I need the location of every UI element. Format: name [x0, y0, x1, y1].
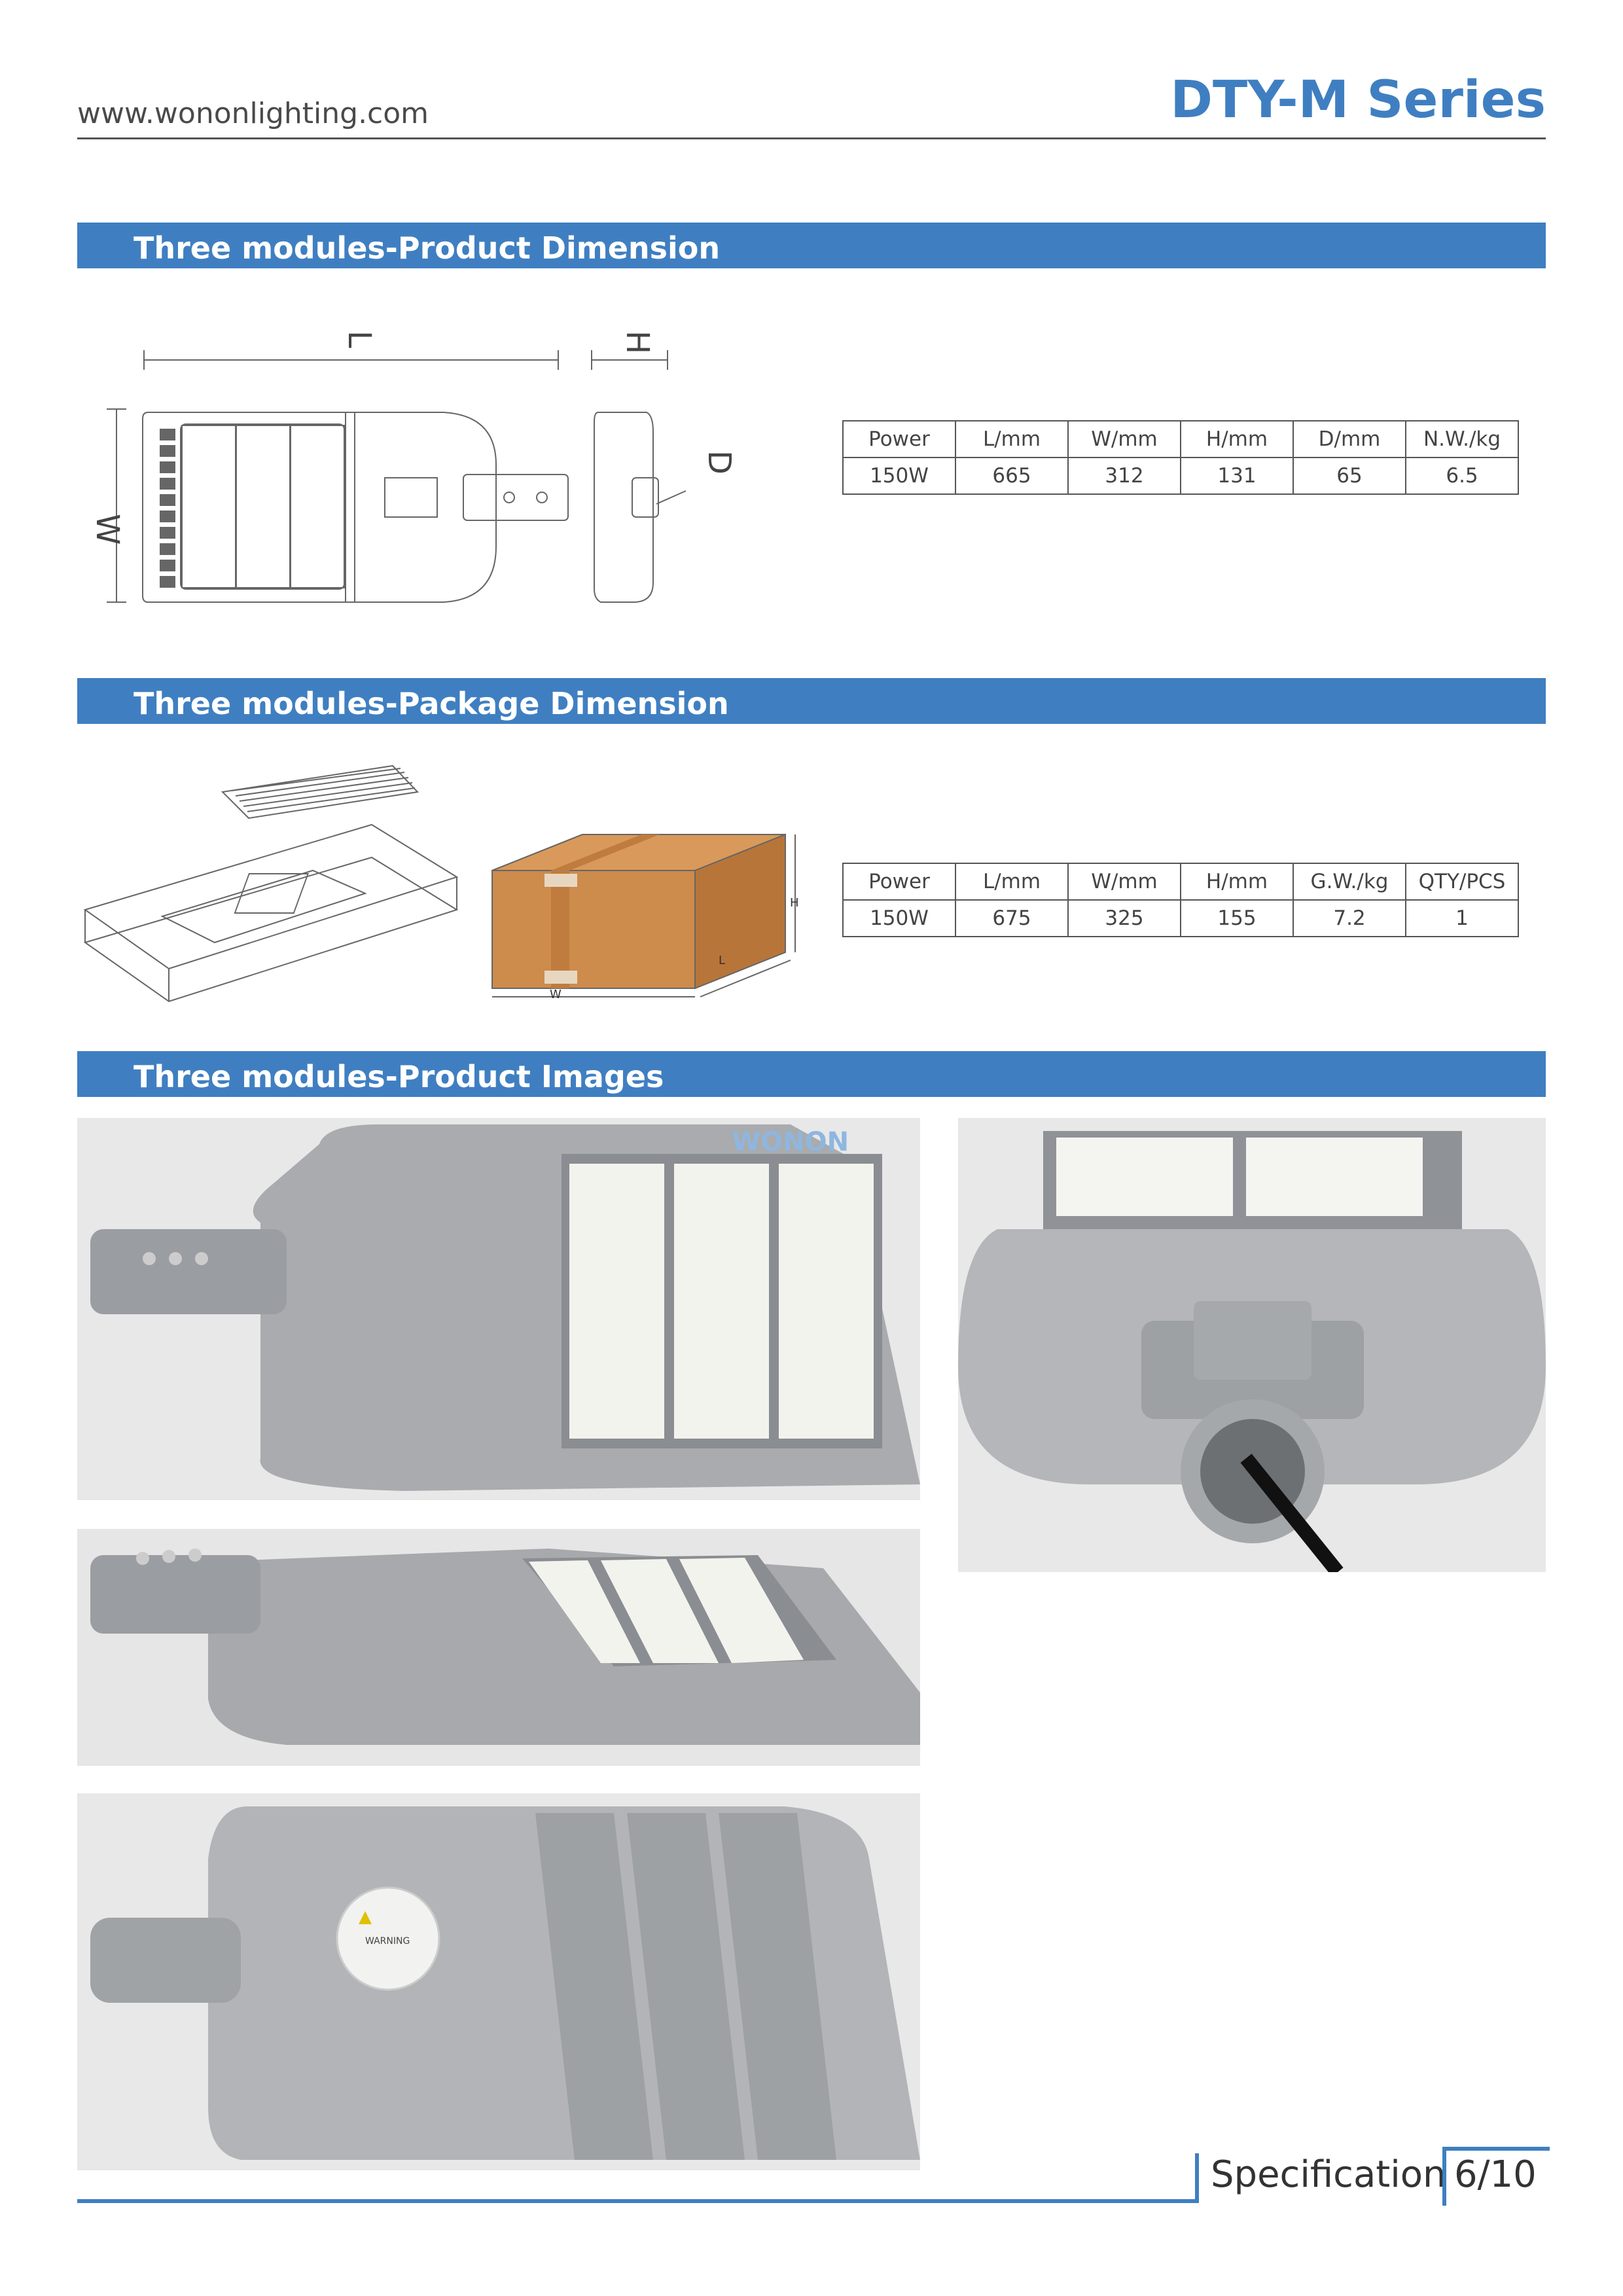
table-header-cell: L/mm: [955, 863, 1068, 900]
table-header-cell: G.W./kg: [1293, 863, 1406, 900]
carton-label-w: W: [550, 988, 562, 1001]
table-cell: 665: [955, 457, 1068, 494]
footer-divider: [1195, 2153, 1199, 2203]
dimension-label-d: D: [701, 450, 738, 475]
table-header-cell: L/mm: [955, 421, 1068, 457]
dimension-label-w: W: [89, 514, 126, 545]
section-title: Three modules-Package Dimension: [134, 686, 729, 721]
section-package-dimension: [77, 678, 1546, 724]
table-row: [843, 900, 1518, 937]
table-cell: 65: [1293, 457, 1406, 494]
table-header-cell: Power: [843, 863, 955, 900]
carton-label-h: H: [790, 896, 799, 910]
table-header-cell: H/mm: [1181, 421, 1293, 457]
section-title: Three modules-Product Dimension: [134, 230, 721, 266]
product-photo-side: [77, 1529, 920, 1766]
carton-box-drawing: [484, 821, 812, 1005]
table-header-cell: Power: [843, 421, 955, 457]
table-header-cell: W/mm: [1068, 421, 1181, 457]
table-cell: 6.5: [1406, 457, 1518, 494]
product-photo-mount: [958, 1118, 1546, 1572]
product-dimension-drawing: [77, 301, 771, 628]
series-title: DTY-M Series: [1170, 71, 1546, 130]
table-cell: 7.2: [1293, 900, 1406, 937]
table-header-row: [843, 421, 1518, 457]
section-product-images: [77, 1051, 1546, 1097]
header-divider: [77, 137, 1546, 139]
table-cell: 1: [1406, 900, 1518, 937]
section-product-dimension: [77, 223, 1546, 268]
table-header-cell: N.W./kg: [1406, 421, 1518, 457]
table-cell: 131: [1181, 457, 1293, 494]
dimension-label-l: L: [341, 331, 378, 348]
product-spec-table: [842, 420, 1519, 495]
carton-label-l: L: [719, 954, 726, 967]
table-cell: 325: [1068, 900, 1181, 937]
table-header-cell: D/mm: [1293, 421, 1406, 457]
table-header-cell: W/mm: [1068, 863, 1181, 900]
table-header-cell: QTY/PCS: [1406, 863, 1518, 900]
footer-rule: [77, 2199, 1198, 2203]
table-cell: 150W: [843, 900, 955, 937]
section-title: Three modules-Product Images: [134, 1059, 664, 1094]
warning-label-text: WARNING: [365, 1936, 410, 1946]
table-row: [843, 457, 1518, 494]
product-photo-bottom: [77, 1793, 920, 2170]
package-spec-table: [842, 863, 1519, 937]
page-number: 6/10: [1454, 2153, 1537, 2196]
dimension-label-h: H: [619, 331, 656, 355]
table-cell: 675: [955, 900, 1068, 937]
website-url: www.wononlighting.com: [77, 97, 429, 130]
table-cell: 312: [1068, 457, 1181, 494]
package-exploded-drawing: [77, 753, 470, 1014]
table-cell: 155: [1181, 900, 1293, 937]
product-photo-top: [77, 1118, 920, 1500]
table-cell: 150W: [843, 457, 955, 494]
photo-watermark: WONON: [732, 1127, 849, 1157]
table-header-row: [843, 863, 1518, 900]
table-header-cell: H/mm: [1181, 863, 1293, 900]
footer-label: Specification: [1211, 2153, 1446, 2196]
